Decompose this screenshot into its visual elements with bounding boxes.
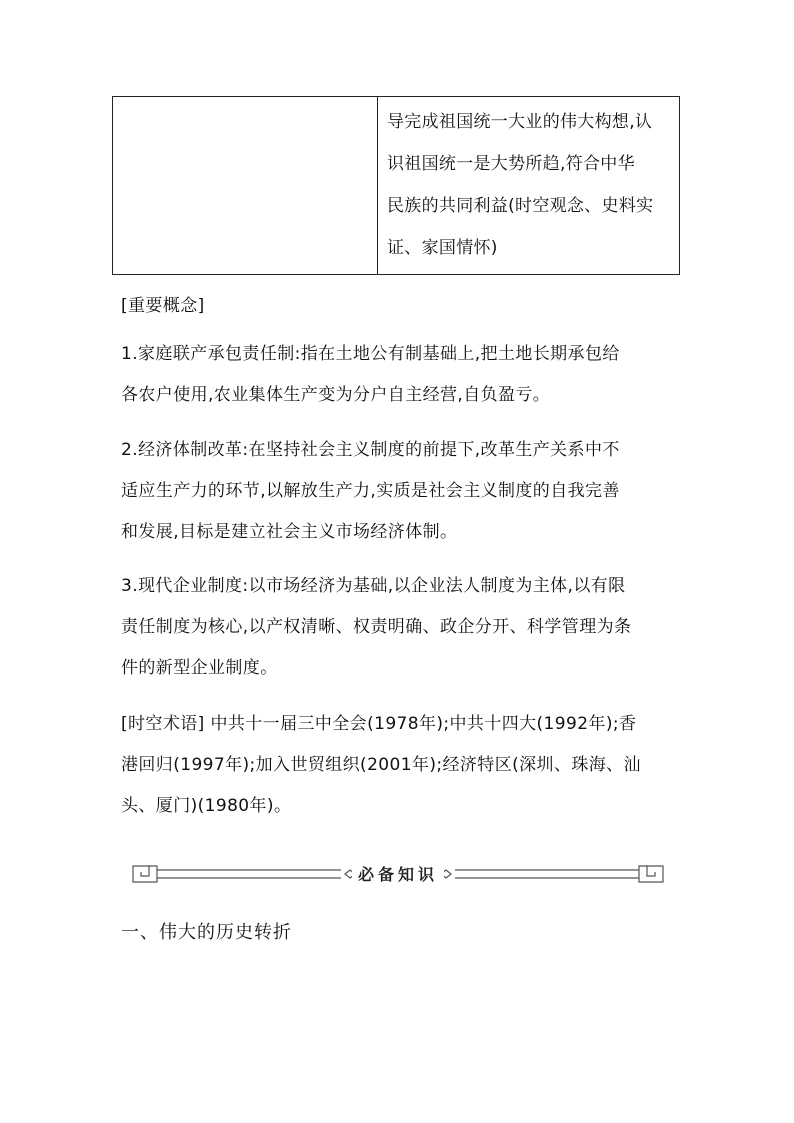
section-heading: 一、伟大的历史转折 bbox=[121, 922, 292, 943]
table-line: 导完成祖国统一大业的伟大构想,认 bbox=[387, 112, 653, 132]
section-banner bbox=[131, 858, 665, 888]
goals-table bbox=[112, 96, 680, 275]
concept-item-2: 2.经济体制改革:在坚持社会主义制度的前提下,改革生产关系中不 适应生产力的环节,以解放生产力,实质是社会主义制度的自我完善 和发展,目标是建立社会主义市场经济体制。 bbox=[121, 440, 620, 542]
concept-item-1: 1.家庭联产承包责任制:指在土地公有制基础上,把土地长期承包给 各农户使用,农业集体生产变为分户自主经营,自负盈亏。 bbox=[121, 344, 620, 405]
concepts-heading: [重要概念] bbox=[121, 296, 205, 316]
banner-title: 必备知识 bbox=[352, 865, 444, 884]
table-line: 民族的共同利益(时空观念、史料实 bbox=[387, 196, 654, 216]
table-line: 识祖国统一是大势所趋,符合中华 bbox=[387, 154, 635, 174]
table-line: 证、家国情怀) bbox=[387, 238, 498, 258]
time-terms: [时空术语] 中共十一届三中全会(1978年);中共十四大(1992年);香 港回归(1997年);加入世贸组织(2001年);经济特区(深圳、珠海、汕 头、厦门)(1980年)。 bbox=[121, 714, 641, 816]
table-cell-right bbox=[378, 97, 679, 274]
concept-item-3: 3.现代企业制度:以市场经济为基础,以企业法人制度为主体,以有限 责任制度为核心,以产权清晰、权责明确、政企分开、科学管理为条 件的新型企业制度。 bbox=[121, 576, 632, 678]
table-cell-left bbox=[113, 97, 378, 274]
